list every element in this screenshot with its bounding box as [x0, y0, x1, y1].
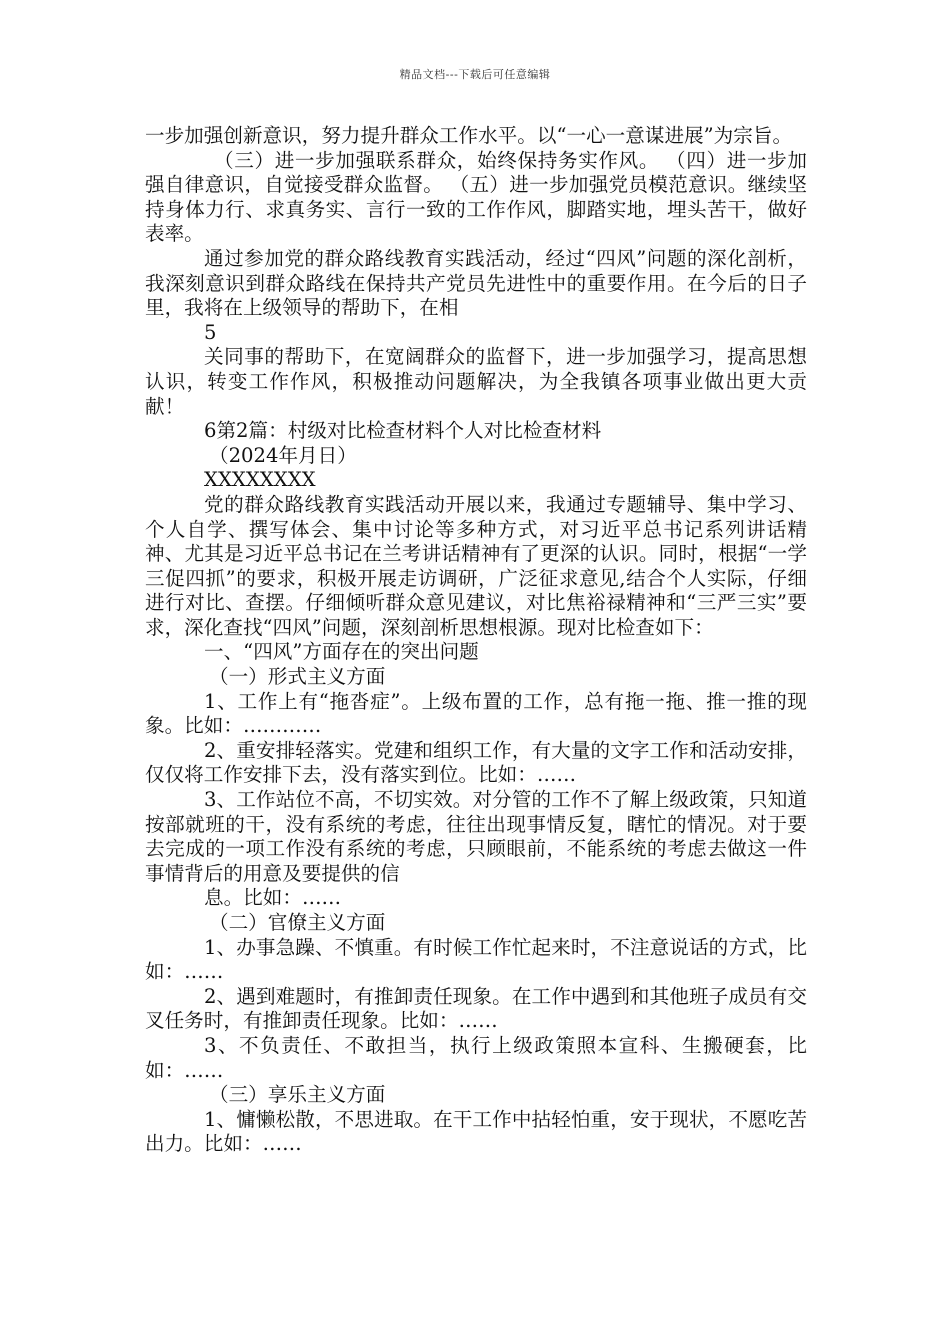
name-placeholder: XXXXXXXX: [204, 468, 316, 492]
page-number: 5: [204, 320, 217, 344]
list-item: 2、遇到难题时，有推卸责任现象。在工作中遇到和其他班子成员有交叉任务时，有推卸责任现象。比如：……: [145, 984, 807, 1033]
section-title: 6第2篇：村级对比检查材料个人对比检查材料: [204, 419, 602, 443]
subheading: （二）官僚主义方面: [209, 911, 386, 934]
list-item: 1、工作上有“拖沓症”。上级布置的工作，总有拖一拖、推一推的现象。比如：…………: [145, 689, 807, 738]
paragraph: 一步加强创新意识，努力提升群众工作水平。以“一心一意谋进展”为宗旨。: [145, 124, 793, 147]
list-item: 3、不负责任、不敢担当，执行上级政策照本宣科、生搬硬套，比如：……: [145, 1033, 807, 1082]
heading: 一、“四风”方面存在的突出问题: [204, 640, 479, 664]
paragraph: 关同事的帮助下，在宽阔群众的监督下，进一步加强学习，提高思想认识，转变工作作风，积极推动问题解决，为全我镇各项事业做出更大贡献！: [145, 345, 807, 418]
list-item: 2、重安排轻落实。党建和组织工作，有大量的文字工作和活动安排，仅仅将工作安排下去，没有落实到位。比如：……: [145, 738, 807, 787]
list-item: 1、办事急躁、不慎重。有时候工作忙起来时，不注意说话的方式，比如：……: [145, 935, 807, 984]
date-line: （2024年月日）: [209, 443, 357, 467]
subheading: （三）享乐主义方面: [209, 1083, 386, 1107]
page-header: 精品文档---下载后可任意编辑: [399, 68, 551, 81]
list-item: 1、慵懒松散，不思进取。在干工作中拈轻怕重，安于现状，不愿吃苦出力。比如：……: [145, 1107, 807, 1156]
paragraph: 息。比如：……: [204, 886, 342, 910]
list-item: 3、工作站位不高，不切实效。对分管的工作不了解上级政策，只知道按部就班的干，没有系统的考虑，往往出现事情反复，瞎忙的情况。对于要去完成的一项工作没有系统的考虑，只顾眼前，不能系统的考虑去做这一件事情背后的用意及要提供的信: [145, 788, 807, 885]
paragraph: （三）进一步加强联系群众，始终保持务实作风。 （四）进一步加强自律意识，自觉接受群众监督。 （五）进一步加强党员模范意识。继续坚持身体力行、求真务实、言行一致的工作作风，脚踏实地，埋头苦干，做好表率。: [145, 148, 807, 246]
document-body: [145, 124, 807, 1157]
paragraph: 通过参加党的群众路线教育实践活动，经过“四风”问题的深化剖析，我深刻意识到群众路线在保持共产党员先进性中的重要作用。在今后的日子里，我将在上级领导的帮助下，在相: [145, 246, 807, 320]
subheading: （一）形式主义方面: [209, 665, 386, 689]
paragraph: 党的群众路线教育实践活动开展以来，我通过专题辅导、集中学习、个人自学、撰写体会、集中讨论等多种方式，对习近平总书记系列讲话精神、尤其是习近平总书记在兰考讲话精神有了更深的认识。同时，根据“一学三促四抓”的要求，积极开展走访调研，广泛征求意见,结合个人实际，仔细进行对比、查摆。仔细倾听群众意见建议，对比焦裕禄精神和“三严三实”要求，深化查找“四风”问题，深刻剖析思想根源。现对比检查如下：: [145, 492, 807, 639]
